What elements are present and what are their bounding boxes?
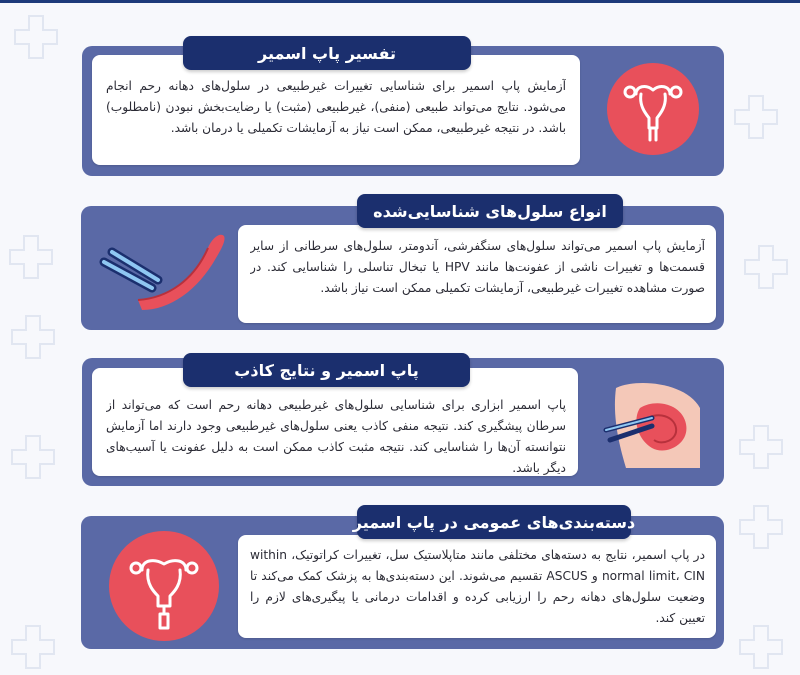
section-body-text: در پاپ اسمیر، نتایج به دسته‌های مختلفی مانند متاپلاستیک سل، تغییرات کراتوتیک، within normal limit، CIN و ASCUS تقسیم می‌شوند. این دسته‌بندی‌ها به پزشک کمک می‌کند تا وضعیت سلول‌های دهانه رحم را ارزیابی کرده و اقدامات درمانی یا پیگیری‌های لازم را تعیین کند.: [250, 548, 705, 625]
section-title: پاپ اسمیر و نتایج کاذب: [183, 353, 470, 387]
section-body-text: آزمایش پاپ اسمیر می‌تواند سلول‌های سنگفرشی، آندومتر، سلول‌های سرطانی از سایر قسمت‌ها و تغییرات ناشی از عفونت‌ها مانند HPV یا تبخال تناسلی را شناسایی کند. در صورت مشاهده تغییرات غیرطبیعی، آزمایشات تکمیلی ممکن است نیاز باشد.: [250, 239, 705, 295]
speculum-icon: [98, 218, 228, 314]
section-body-text: آزمایش پاپ اسمیر برای شناسایی تغییرات غیرطبیعی در سلول‌های دهانه رحم انجام می‌شود. نتایج می‌تواند طبیعی (منفی)، غیرطبیعی (مثبت) یا رضایت‌بخش نبودن (نامطلوب) باشد. در نتیجه غیرطبیعی، ممکن است نیاز به آزمایشات تکمیلی یا درمان باشد.: [106, 79, 566, 135]
pelvic-exam-icon: [596, 378, 704, 474]
section-title: دسته‌بندی‌های عمومی در پاپ اسمیر: [357, 505, 631, 539]
section-title: تفسیر پاپ اسمیر: [183, 36, 471, 70]
section-body-text: پاپ اسمیر ابزاری برای شناسایی سلول‌های غیرطبیعی دهانه رحم است که می‌تواند از سرطان پیشگیری کند. نتیجه منفی کاذب یعنی سلول‌های غیرطبیعی وجود دارند اما آزمایش نتوانسته آن‌ها را شناسایی کند. نتیجه مثبت کاذب ممکن است به دلیل عفونت یا آسیب‌های دیگر باشد.: [106, 398, 566, 475]
reproductive-system-icon: [108, 530, 220, 642]
uterus-icon: [606, 62, 700, 156]
section-title: انواع سلول‌های شناسایی‌شده: [357, 194, 623, 228]
